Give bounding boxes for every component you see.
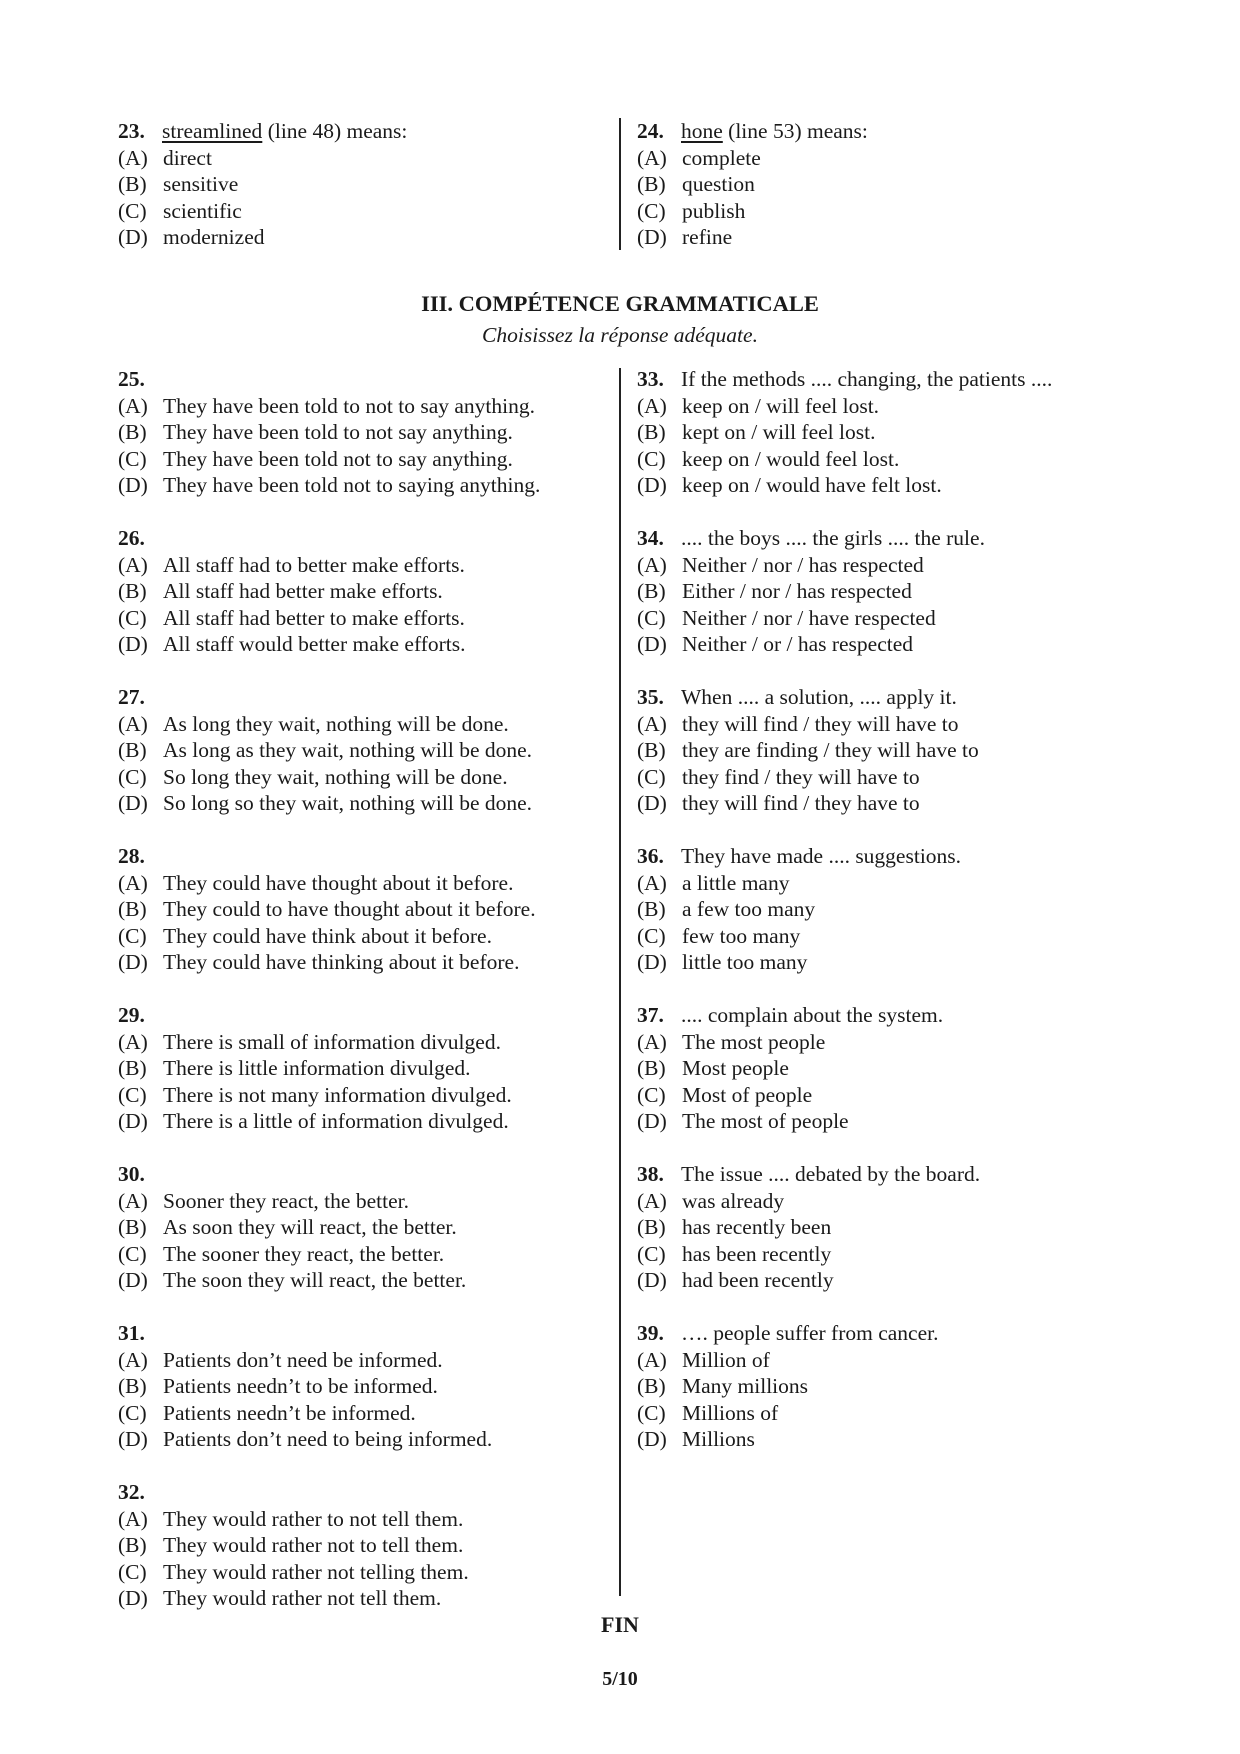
option-c: (C) The sooner they react, the better. [118, 1241, 445, 1266]
question-number: 28. [118, 844, 145, 868]
option-c: (C) has been recently [637, 1241, 832, 1266]
option-a: (A) All staff had to better make efforts. [118, 552, 465, 577]
question-prompt: 35. When .... a solution, .... apply it. [637, 685, 957, 709]
option-a: (A) Million of [637, 1347, 770, 1372]
option-d: (D) They could have thinking about it before. [118, 950, 520, 974]
question-31 [118, 1320, 588, 1453]
question-number: 27. [118, 685, 145, 709]
question-number: 33. [637, 367, 664, 391]
option-b: (B) has recently been [637, 1215, 832, 1239]
option-a: (A) Neither / nor / has respected [637, 552, 924, 577]
question-34 [637, 525, 1107, 658]
question-number: 26. [118, 526, 145, 550]
prompt-text: (line 48) means: [262, 119, 408, 143]
option-b: (B) As soon they will react, the better. [118, 1215, 457, 1239]
question-prompt: 38. The issue .... debated by the board. [637, 1162, 981, 1186]
question-prompt: 34. .... the boys .... the girls .... the rule. [637, 526, 985, 550]
question-number: 29. [118, 1003, 145, 1027]
option-b: (B) There is little information divulged. [118, 1056, 471, 1080]
option-d: (D) Patients don’t need to being informed. [118, 1427, 493, 1451]
question-32 [118, 1479, 588, 1612]
option-d: (D) The soon they will react, the better. [118, 1268, 467, 1292]
option-a: (A) Sooner they react, the better. [118, 1188, 409, 1213]
option-b: (B) Many millions [637, 1374, 809, 1398]
option-a: (A) The most people [637, 1029, 826, 1054]
question-prompt [118, 118, 588, 145]
option-d: (D) The most of people [637, 1109, 849, 1133]
option-a: (A) complete [637, 145, 761, 170]
end-label: FIN [601, 1612, 639, 1637]
question-number: 38. [637, 1162, 664, 1186]
question-38 [637, 1161, 1107, 1294]
question-30 [118, 1161, 588, 1294]
option-b: (B) they are finding / they will have to [637, 738, 979, 762]
vocab-word: hone [681, 119, 723, 143]
option-d: (D) Millions [637, 1427, 755, 1451]
option-d: (D) They have been told not to saying anything. [118, 473, 541, 497]
option-c: (C) There is not many information divulged. [118, 1082, 512, 1107]
option-a: (A) a little many [637, 870, 790, 895]
option-c: (C) they find / they will have to [637, 764, 920, 789]
option-b: (B) Either / nor / has respected [637, 579, 912, 603]
option-b: (B) sensitive [118, 172, 239, 196]
option-a: (A) There is small of information divulged. [118, 1029, 501, 1054]
column-divider-top [619, 118, 621, 250]
option-c: (C) keep on / would feel lost. [637, 446, 900, 471]
question-29 [118, 1002, 588, 1135]
option-a: (A) As long they wait, nothing will be done. [118, 711, 509, 736]
question-number: 34. [637, 526, 664, 550]
option-b: (B) As long as they wait, nothing will be done. [118, 738, 533, 762]
question-number: 37. [637, 1003, 664, 1027]
question-36 [637, 843, 1107, 976]
option-d: (D) they will find / they have to [637, 791, 920, 815]
question-prompt [637, 118, 1107, 145]
option-d: (D) refine [637, 225, 733, 249]
question-23 [118, 118, 588, 251]
question-number: 24. [637, 119, 664, 143]
option-c: (C) scientific [118, 198, 242, 223]
option-b: (B) kept on / will feel lost. [637, 420, 876, 444]
question-number: 25. [118, 367, 145, 391]
option-b: (B) They could to have thought about it before. [118, 897, 536, 921]
option-d: (D) keep on / would have felt lost. [637, 473, 942, 497]
option-d: (D) There is a little of information divulged. [118, 1109, 509, 1133]
option-d: (D) So long so they wait, nothing will be done. [118, 791, 533, 815]
section-instruction: Choisissez la réponse adéquate. [482, 323, 758, 347]
question-prompt: 36. They have made .... suggestions. [637, 844, 962, 868]
question-number: 30. [118, 1162, 145, 1186]
option-c: (C) Patients needn’t be informed. [118, 1400, 416, 1425]
section-title: III. COMPÉTENCE GRAMMATICALE [421, 291, 819, 316]
option-d: (D) little too many [637, 950, 808, 974]
question-26 [118, 525, 588, 658]
option-c: (C) few too many [637, 923, 801, 948]
option-b: (B) a few too many [637, 897, 816, 921]
question-25 [118, 366, 588, 499]
question-prompt: 33. If the methods .... changing, the patients .... [637, 367, 1053, 391]
option-a: (A) was already [637, 1188, 785, 1213]
option-a: (A) keep on / will feel lost. [637, 393, 880, 418]
question-33 [637, 366, 1107, 499]
question-28 [118, 843, 588, 976]
question-number: 32. [118, 1480, 145, 1504]
question-number: 31. [118, 1321, 145, 1345]
question-39 [637, 1320, 1107, 1453]
option-b: (B) They would rather not to tell them. [118, 1533, 464, 1557]
option-c: (C) They have been told not to say anything. [118, 446, 513, 471]
question-prompt: 39. …. people suffer from cancer. [637, 1321, 939, 1345]
option-d: (D) modernized [118, 225, 265, 249]
option-d: (D) had been recently [637, 1268, 834, 1292]
option-c: (C) They could have think about it before. [118, 923, 492, 948]
page-number: 5/10 [602, 1668, 638, 1690]
option-b: (B) They have been told to not say anything. [118, 420, 513, 444]
option-a: (A) Patients don’t need be informed. [118, 1347, 443, 1372]
option-a: (A) They have been told to not to say anything. [118, 393, 535, 418]
option-a: (A) direct [118, 145, 212, 170]
prompt-text: (line 53) means: [722, 119, 868, 143]
question-24 [637, 118, 1107, 251]
option-a: (A) They would rather to not tell them. [118, 1506, 464, 1531]
option-c: (C) Millions of [637, 1400, 779, 1425]
option-c: (C) publish [637, 198, 746, 223]
option-c: (C) So long they wait, nothing will be done. [118, 764, 508, 789]
option-d: (D) They would rather not tell them. [118, 1586, 442, 1610]
question-number: 23. [118, 119, 145, 143]
option-d: (D) All staff would better make efforts. [118, 632, 466, 656]
option-c: (C) They would rather not telling them. [118, 1559, 469, 1584]
option-b: (B) Most people [637, 1056, 789, 1080]
vocab-word: streamlined [162, 119, 263, 143]
option-a: (A) They could have thought about it before. [118, 870, 514, 895]
option-b: (B) Patients needn’t to be informed. [118, 1374, 438, 1398]
question-35 [637, 684, 1107, 817]
option-b: (B) All staff had better make efforts. [118, 579, 443, 603]
option-d: (D) Neither / or / has respected [637, 632, 914, 656]
question-27 [118, 684, 588, 817]
question-number: 36. [637, 844, 664, 868]
question-number: 35. [637, 685, 664, 709]
question-37 [637, 1002, 1107, 1135]
column-divider-main [619, 368, 621, 1596]
question-number: 39. [637, 1321, 664, 1345]
option-c: (C) All staff had better to make efforts. [118, 605, 465, 630]
question-prompt: 37. .... complain about the system. [637, 1003, 944, 1027]
option-c: (C) Neither / nor / have respected [637, 605, 936, 630]
option-c: (C) Most of people [637, 1082, 813, 1107]
option-b: (B) question [637, 172, 755, 196]
option-a: (A) they will find / they will have to [637, 711, 959, 736]
